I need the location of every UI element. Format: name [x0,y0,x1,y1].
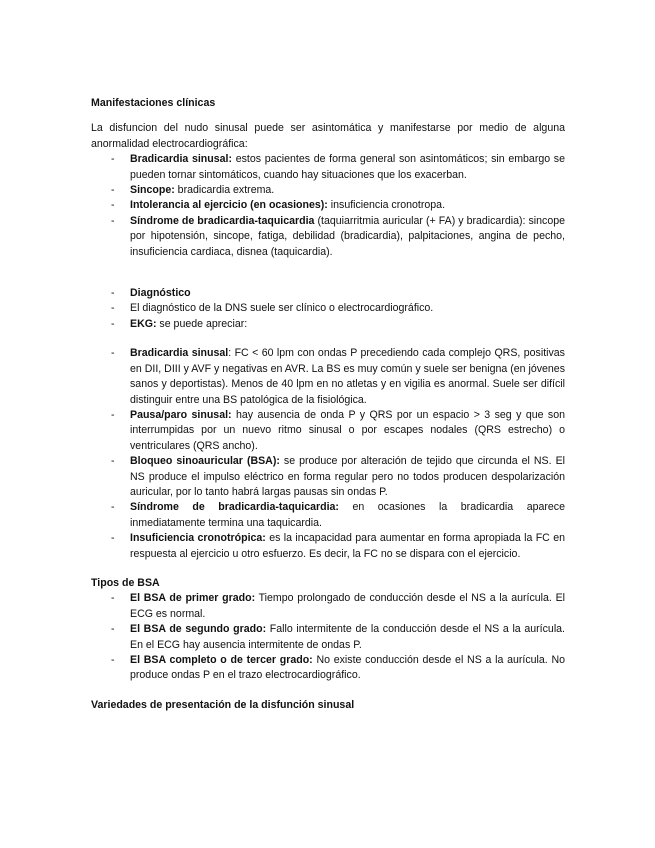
bullet-dash: - [111,654,115,666]
item-term: EKG: [130,317,157,330]
list-item [91,408,565,454]
bullet-dash: - [111,592,115,605]
item-term: Síndrome de bradicardia-taquicardia: [130,501,339,514]
item-text: No existe conducción desde el NS a la aurícula. No produce ondas P en el trazo electrocardiográfico. [130,654,565,682]
item-text: se puede apreciar: [156,317,248,330]
list-item [91,531,565,562]
bullet-dash: - [111,184,115,197]
list-item [91,454,565,500]
item-term: Bradicardia sinusal: [130,153,233,166]
item-term: Bloqueo sinoauricular (BSA): [130,455,280,468]
diagnosis-title [91,286,565,301]
item-text: estos pacientes de forma general son asintomáticos; sin embargo se pueden tornar sintomáticos, cuando hay situaciones que los exacerban. [130,153,565,181]
item-term: Sincope: [130,184,175,197]
bullet-dash: - [111,455,115,468]
diagnosis-line [91,301,565,316]
document-page [91,96,565,713]
bullet-dash: - [111,623,115,636]
item-text: Tiempo prolongado de conducción desde el NS a la aurícula. El ECG es normal. [130,592,565,620]
bullet-dash: - [111,501,115,514]
intro-paragraph: La disfuncion del nudo sinusal puede ser asintomática y manifestarse por medio de alguna anormalidad electrocardiográfica: [91,122,565,150]
item-text: bradicardia extrema. [174,184,275,197]
list-item [91,152,565,183]
list-item [91,183,565,198]
bullet-dash: - [111,199,115,212]
list-item [91,622,565,653]
list-item [91,198,565,213]
item-text: es la incapacidad para aumentar en forma apropiada la FC en respuesta al ejercicio u otro esfuerzo. Es decir, la FC no se dispara con el ejercicio. [130,532,565,560]
item-text: : FC < 60 lpm con ondas P precediendo cada complejo QRS, positivas en DII, DIII y AVF y negativas en AVR. La BS es muy común y suele ser benigna (en jóvenes sanos y deportistas). Menos de 40 lpm en no atletas y en vigilia es anormal. Suele ser difícil distinguir entre una BS patológica de la fisiológica. [130,347,565,406]
diagnosis-list [91,286,565,332]
item-term: Insuficiencia cronotrópica: [130,532,266,545]
bullet-dash: - [111,408,115,421]
bullet-dash: - [111,153,115,166]
item-text: El diagnóstico de la DNS suele ser clínico o electrocardiográfico. [130,302,434,315]
ekg-findings-list [91,346,565,562]
section-title-variants: Variedades de presentación de la disfunción sinusal [91,698,355,711]
item-term: Pausa/paro sinusal: [130,408,232,421]
bullet-dash: - [111,214,115,227]
bullet-dash: - [111,317,115,330]
item-text: hay ausencia de onda P y QRS por un espacio > 3 seg y que son interrumpidas por un nuevo ritmo sinusal o por escapes nodales (QRS estrecho) o ventriculares (QRS ancho). [130,408,565,452]
ekg-line [91,317,565,332]
list-item [91,653,565,684]
bsa-list [91,591,565,683]
item-text: en ocasiones la bradicardia aparece inmediatamente termina una taquicardia. [130,501,565,529]
bullet-dash: - [111,302,115,315]
list-item [91,214,565,260]
item-term: Intolerancia al ejercicio (en ocasiones): [130,199,328,212]
item-text: (taquiarritmia auricular (+ FA) y bradicardia): sincope por hipotensión, sincope, fatiga, debilidad (bradicardia), palpitaciones, angina de pecho, insuficiencia cardiaca, disnea (taquicardia). [130,214,566,258]
item-text: Fallo intermitente de la conducción desde el NS a la aurícula. En el ECG hay ausencia intermitente de ondas P. [130,623,566,651]
list-item [91,346,565,408]
item-term: El BSA completo o de tercer grado: [130,654,313,666]
section-title-bsa: Tipos de BSA [91,576,160,589]
item-term: Bradicardia sinusal [130,347,229,360]
item-term: El BSA de segundo grado: [130,623,267,636]
bullet-dash: - [111,532,115,545]
item-text: insuficiencia cronotropa. [327,199,446,212]
list-item [91,591,565,622]
bullet-dash: - [111,287,115,300]
item-text: se produce por alteración de tejido que circunda el NS. El NS produce el impulso eléctrico en forma regular pero no todos producen despolarización auricular, por lo tanto habrá largas pausas sin ondas P. [130,455,565,498]
section-title-manifestations: Manifestaciones clínicas [91,97,216,109]
item-term: El BSA de primer grado: [130,592,256,605]
list-item [91,500,565,531]
bullet-dash: - [111,347,115,360]
item-term: Diagnóstico [130,287,191,300]
item-term: Síndrome de bradicardia-taquicardia [130,214,315,227]
manifestations-list [91,152,565,260]
